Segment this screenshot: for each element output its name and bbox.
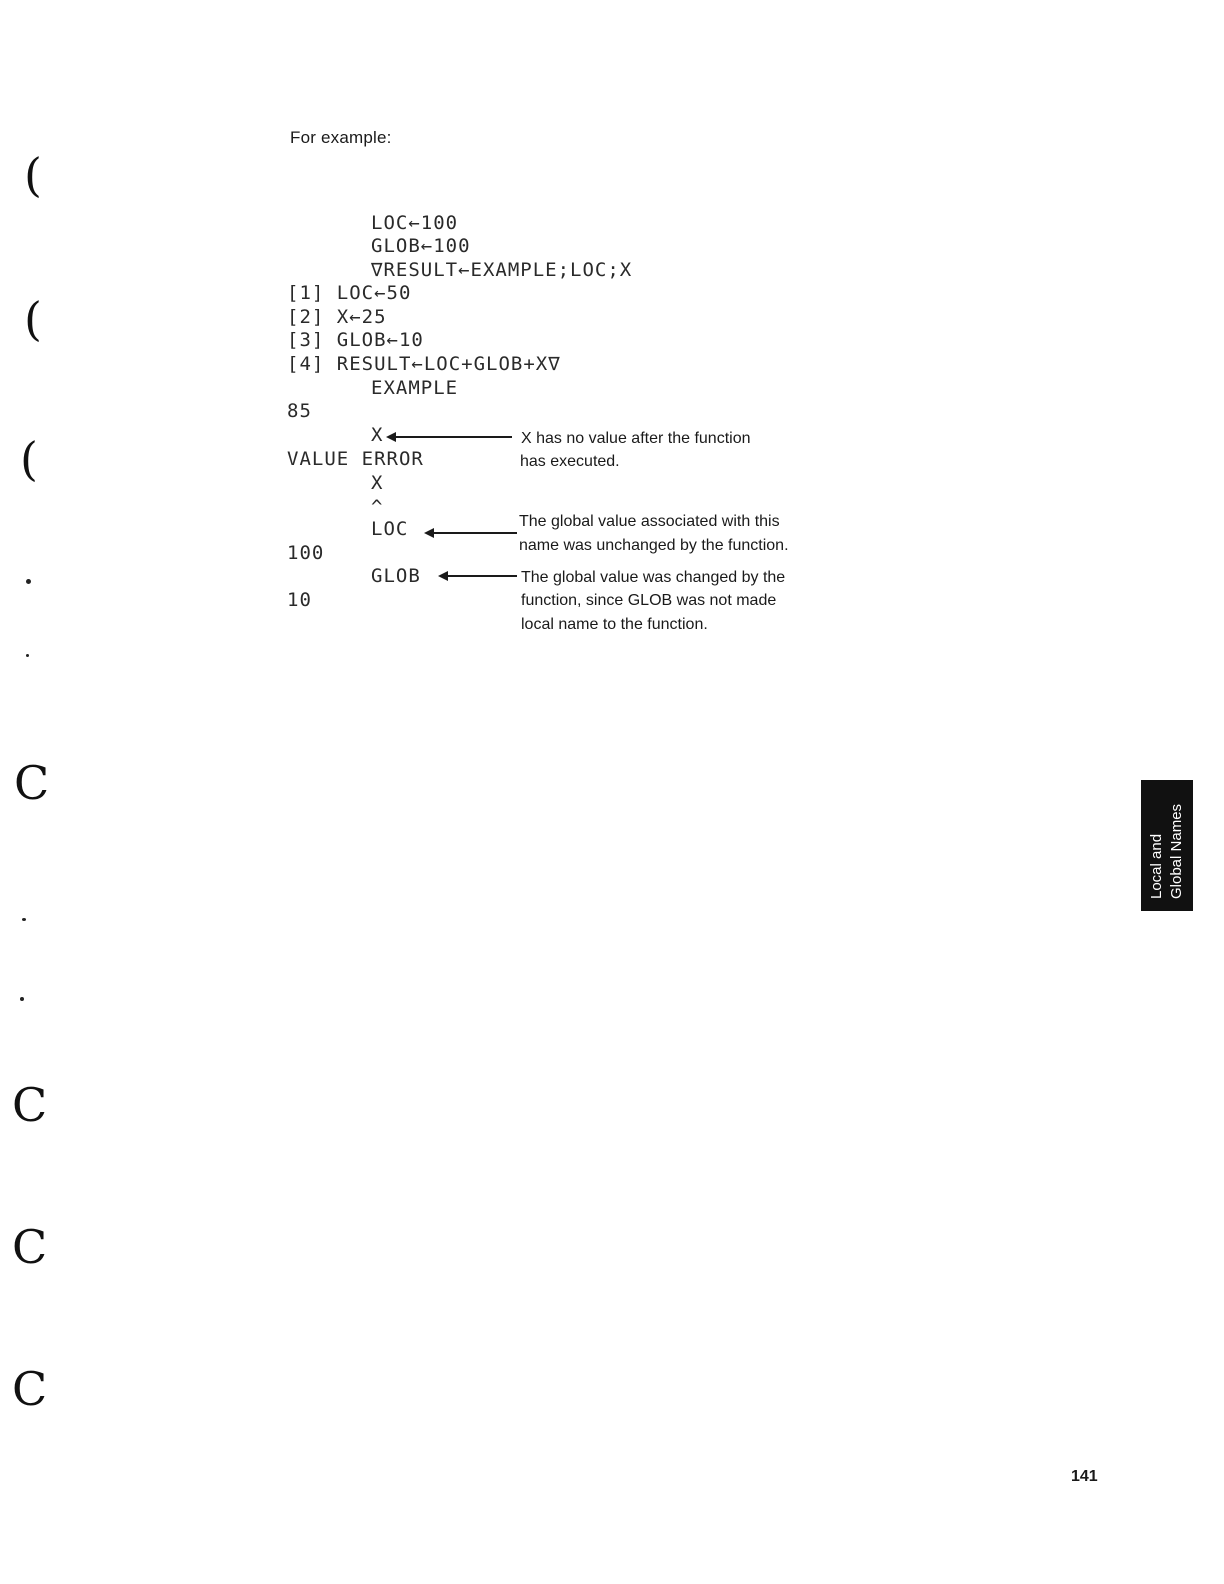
code-error-x: X	[371, 472, 384, 494]
binder-hole-mark: (	[24, 148, 42, 202]
code-line-3: [3] GLOB←10	[287, 329, 424, 351]
section-tab	[1141, 780, 1193, 911]
binder-hole-mark: C	[14, 756, 50, 810]
code-loc-value: 100	[287, 542, 325, 564]
section-tab-line-2: Global Names	[1168, 803, 1185, 899]
note-glob-line-2: function, since GLOB was not made	[521, 592, 777, 609]
speck	[22, 918, 26, 921]
code-query-loc: LOC	[371, 518, 409, 540]
code-value-error: VALUE ERROR	[287, 448, 424, 470]
code-setup-loc: LOC←100	[371, 212, 459, 234]
note-glob-line-3: local name to the function.	[521, 616, 708, 633]
code-query-x: X	[371, 424, 384, 446]
code-result: 85	[287, 400, 312, 422]
note-x-line-2: has executed.	[520, 453, 620, 470]
code-call: EXAMPLE	[371, 377, 459, 399]
arrow-x-note	[395, 436, 512, 438]
code-function-header: ∇RESULT←EXAMPLE;LOC;X	[371, 259, 633, 281]
binder-hole-mark: C	[12, 1220, 48, 1274]
code-line-1: [1] LOC←50	[287, 282, 412, 304]
speck	[26, 654, 29, 657]
code-setup-glob: GLOB←100	[371, 235, 471, 257]
note-loc-line-2: name was unchanged by the function.	[519, 537, 789, 554]
code-glob-value: 10	[287, 589, 312, 611]
note-x-line-1: X has no value after the function	[521, 430, 751, 447]
arrow-glob-note	[447, 575, 517, 577]
intro-text: For example:	[290, 128, 392, 147]
speck	[26, 579, 31, 584]
note-loc-line-1: The global value associated with this	[519, 513, 780, 530]
code-query-glob: GLOB	[371, 565, 421, 587]
arrow-loc-note	[433, 532, 517, 534]
binder-hole-mark: (	[20, 432, 38, 486]
speck	[20, 997, 24, 1001]
binder-hole-mark: (	[24, 292, 42, 346]
code-caret: ^	[371, 496, 384, 518]
code-line-2: [2] X←25	[287, 306, 387, 328]
page-number: 141	[1071, 1468, 1098, 1485]
note-glob-line-1: The global value was changed by the	[521, 569, 786, 586]
code-line-4: [4] RESULT←LOC+GLOB+X∇	[287, 353, 561, 375]
section-tab-text	[1141, 780, 1193, 911]
binder-hole-mark: C	[12, 1362, 48, 1416]
section-tab-line-1: Local and	[1148, 833, 1165, 899]
binder-hole-mark: C	[12, 1078, 48, 1132]
